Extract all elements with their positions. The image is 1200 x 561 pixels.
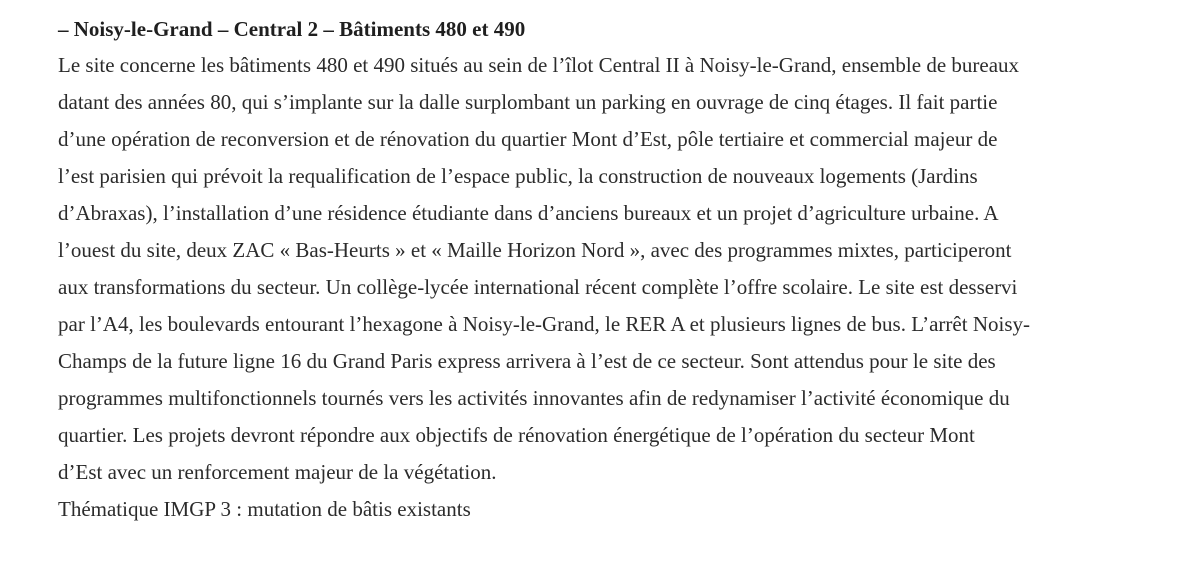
section-heading: – Noisy-le-Grand – Central 2 – Bâtiments 480 et 490: [58, 17, 526, 41]
description-paragraph: [58, 47, 1148, 491]
article: [58, 12, 1148, 528]
paragraph-line: quartier. Les projets devront répondre aux objectifs de rénovation énergétique de l’opération du secteur Mont: [58, 423, 975, 447]
theme-line: Thématique IMGP 3 : mutation de bâtis existants: [58, 497, 471, 521]
paragraph-line: l’ouest du site, deux ZAC « Bas-Heurts » et « Maille Horizon Nord », avec des programmes mixtes, participeront: [58, 238, 1012, 262]
paragraph-line: d’Est avec un renforcement majeur de la végétation.: [58, 460, 497, 484]
paragraph-line: d’une opération de reconversion et de rénovation du quartier Mont d’Est, pôle tertiaire et commercial majeur de: [58, 127, 998, 151]
paragraph-line: Le site concerne les bâtiments 480 et 490 situés au sein de l’îlot Central II à Noisy-le-Grand, ensemble de bureaux: [58, 53, 1020, 77]
paragraph-line: par l’A4, les boulevards entourant l’hexagone à Noisy-le-Grand, le RER A et plusieurs lignes de bus. L’arrêt Noisy-: [58, 312, 1030, 336]
paragraph-line: l’est parisien qui prévoit la requalification de l’espace public, la construction de nouveaux logements (Jardins: [58, 164, 978, 188]
paragraph-line: aux transformations du secteur. Un collège-lycée international récent complète l’offre scolaire. Le site est desservi: [58, 275, 1018, 299]
paragraph-line: programmes multifonctionnels tournés vers les activités innovantes afin de redynamiser l’activité économique du: [58, 386, 1010, 410]
paragraph-line: Champs de la future ligne 16 du Grand Paris express arrivera à l’est de ce secteur. Sont attendus pour le site des: [58, 349, 996, 373]
paragraph-line: datant des années 80, qui s’implante sur la dalle surplombant un parking en ouvrage de cinq étages. Il fait partie: [58, 90, 998, 114]
paragraph-line: d’Abraxas), l’installation d’une résidence étudiante dans d’anciens bureaux et un projet d’agriculture urbaine. A: [58, 201, 999, 225]
